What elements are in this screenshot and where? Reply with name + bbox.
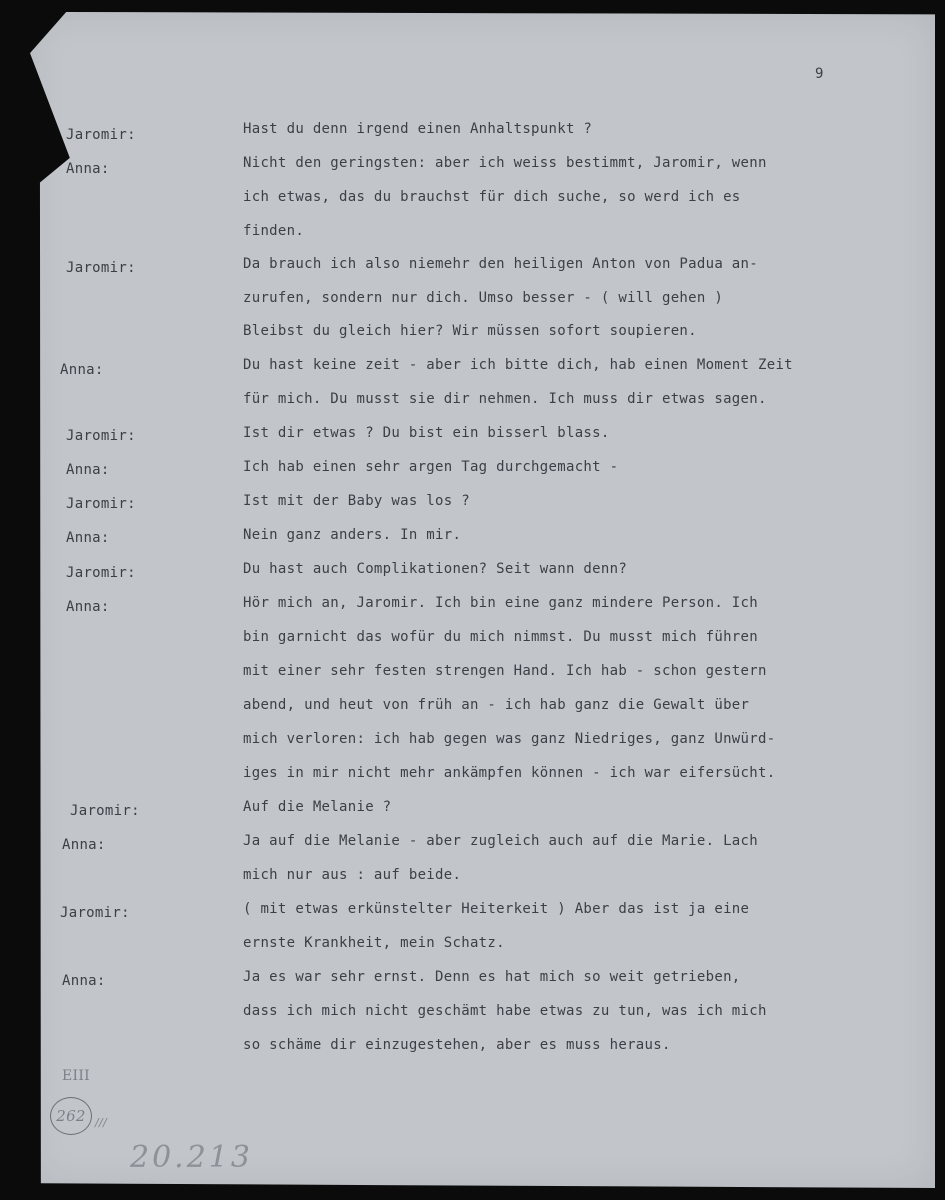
text-line: Hast du denn irgend einen Anhaltspunkt ? xyxy=(243,121,593,137)
speaker-label: Jaromir: xyxy=(66,565,136,581)
speaker-label: Jaromir: xyxy=(66,496,136,512)
text-line: mich verloren: ich hab gegen was ganz Niedriges, ganz Unwürd- xyxy=(243,731,776,747)
text-line: Bleibst du gleich hier? Wir müssen sofort soupieren. xyxy=(243,323,697,339)
archive-number: 20.213 xyxy=(130,1140,253,1175)
speaker-label: Jaromir: xyxy=(60,905,130,921)
text-line: Hör mich an, Jaromir. Ich bin eine ganz mindere Person. Ich xyxy=(243,595,758,611)
text-line: Ja es war sehr ernst. Denn es hat mich so weit getrieben, xyxy=(243,969,741,985)
text-line: ich etwas, das du brauchst für dich suche, so werd ich es xyxy=(243,189,741,205)
page-number: 9 xyxy=(815,66,824,82)
speaker-label: Jaromir: xyxy=(70,803,140,819)
text-line: Ja auf die Melanie - aber zugleich auch auf die Marie. Lach xyxy=(243,833,758,849)
speaker-label: Anna: xyxy=(62,973,106,989)
speaker-label: Jaromir: xyxy=(66,428,136,444)
text-line: Ist mit der Baby was los ? xyxy=(243,493,470,509)
speaker-label: Anna: xyxy=(66,161,110,177)
speaker-label: Anna: xyxy=(66,530,110,546)
text-line: Da brauch ich also niemehr den heiligen Anton von Padua an- xyxy=(243,256,758,272)
text-line: Nicht den geringsten: aber ich weiss bestimmt, Jaromir, wenn xyxy=(243,155,767,171)
text-line: ernste Krankheit, mein Schatz. xyxy=(243,935,505,951)
speaker-label: Anna: xyxy=(66,462,110,478)
text-line: dass ich mich nicht geschämt habe etwas zu tun, was ich mich xyxy=(243,1003,767,1019)
speaker-label: Jaromir: xyxy=(66,260,136,276)
text-line: mit einer sehr festen strengen Hand. Ich hab - schon gestern xyxy=(243,663,767,679)
handwritten-mark: EIII xyxy=(62,1068,91,1084)
text-line: Ich hab einen sehr argen Tag durchgemacht - xyxy=(243,459,619,475)
text-line: Du hast auch Complikationen? Seit wann denn? xyxy=(243,561,628,577)
text-line: bin garnicht das wofür du mich nimmst. Du musst mich führen xyxy=(243,629,758,645)
speaker-label: Anna: xyxy=(66,599,110,615)
handwritten-mark: /// xyxy=(95,1116,108,1129)
text-line: Ist dir etwas ? Du bist ein bisserl blass. xyxy=(243,425,610,441)
text-line: ( mit etwas erkünstelter Heiterkeit ) Aber das ist ja eine xyxy=(243,901,750,917)
text-line: Nein ganz anders. In mir. xyxy=(243,527,462,543)
text-line: abend, und heut von früh an - ich hab ganz die Gewalt über xyxy=(243,697,750,713)
text-line: so schäme dir einzugestehen, aber es muss heraus. xyxy=(243,1037,671,1053)
text-line: iges in mir nicht mehr ankämpfen können - ich war eifersücht. xyxy=(243,765,776,781)
speaker-label: Anna: xyxy=(60,362,104,378)
speaker-label: Jaromir: xyxy=(66,127,136,143)
text-line: Du hast keine zeit - aber ich bitte dich, hab einen Moment Zeit xyxy=(243,357,793,373)
text-line: zurufen, sondern nur dich. Umso besser - ( will gehen ) xyxy=(243,290,724,306)
text-line: mich nur aus : auf beide. xyxy=(243,867,462,883)
text-line: Auf die Melanie ? xyxy=(243,799,392,815)
circled-folio-number: 262 xyxy=(50,1097,92,1135)
text-line: für mich. Du musst sie dir nehmen. Ich muss dir etwas sagen. xyxy=(243,391,767,407)
speaker-label: Anna: xyxy=(62,837,106,853)
text-line: finden. xyxy=(243,223,305,239)
